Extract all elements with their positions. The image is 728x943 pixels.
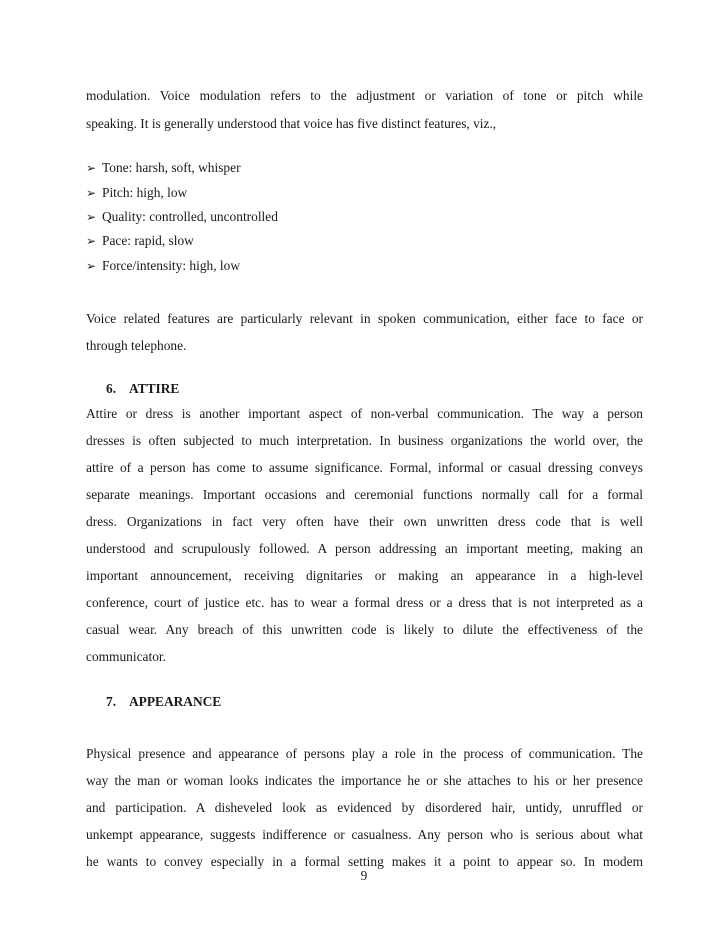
list-item-text: Pace: rapid, slow: [102, 233, 194, 248]
paragraph-line: he wants to convey especially in a formal setting makes it a point to appear so. In modem: [86, 854, 643, 869]
paragraph-line: speaking. It is generally understood that voice has five distinct features, viz.,: [86, 116, 497, 131]
paragraph-line: unkempt appearance, suggests indifference or casualness. Any person who is serious about what: [86, 827, 643, 842]
paragraph-line: conference, court of justice etc. has to wear a formal dress or a dress that is not interpreted as a: [86, 595, 643, 610]
paragraph-line: Physical presence and appearance of persons play a role in the process of communication. The: [86, 746, 643, 761]
paragraph-line: modulation. Voice modulation refers to the adjustment or variation of tone or pitch while: [86, 88, 643, 103]
arrowhead-bullet-icon: ➢: [86, 186, 97, 200]
arrowhead-bullet-icon: ➢: [86, 234, 97, 248]
list-item: [86, 258, 240, 274]
page-number: 9: [360, 868, 368, 883]
paragraph-line: way the man or woman looks indicates the importance he or she attaches to his or her presence: [86, 773, 643, 788]
list-item-text: Quality: controlled, uncontrolled: [102, 209, 278, 224]
list-item: [86, 160, 241, 176]
arrowhead-bullet-icon: ➢: [86, 161, 97, 175]
list-item: [86, 209, 278, 225]
paragraph-line: Voice related features are particularly relevant in spoken communication, either face to face or: [86, 311, 643, 326]
paragraph-line: Attire or dress is another important aspect of non-verbal communication. The way a person: [86, 406, 643, 421]
arrowhead-bullet-icon: ➢: [86, 259, 97, 273]
list-item: [86, 233, 194, 249]
paragraph-line: attire of a person has come to assume significance. Formal, informal or casual dressing conveys: [86, 460, 643, 475]
paragraph-line: and participation. A disheveled look as evidenced by disordered hair, untidy, unruffled or: [86, 800, 643, 815]
section-heading-appearance: [106, 694, 221, 710]
paragraph-line: important announcement, receiving dignitaries or making an appearance in a high-level: [86, 568, 643, 583]
section-number: 7.: [106, 694, 117, 709]
paragraph-line: dress. Organizations in fact very often have their own unwritten dress code that is well: [86, 514, 643, 529]
paragraph-line: casual wear. Any breach of this unwritten code is likely to dilute the effectiveness of the: [86, 622, 643, 637]
section-heading-attire: [106, 381, 179, 397]
section-title: ATTIRE: [129, 381, 180, 396]
list-item-text: Pitch: high, low: [102, 185, 188, 200]
list-item-text: Force/intensity: high, low: [102, 258, 240, 273]
arrowhead-bullet-icon: ➢: [86, 210, 97, 224]
paragraph-line: communicator.: [86, 649, 166, 664]
paragraph-line: dresses is often subjected to much interpretation. In business organizations the world over, the: [86, 433, 643, 448]
section-number: 6.: [106, 381, 117, 396]
list-item: [86, 185, 187, 201]
list-item-text: Tone: harsh, soft, whisper: [102, 160, 241, 175]
section-title: APPEARANCE: [129, 694, 222, 709]
paragraph-line: understood and scrupulously followed. A person addressing an important meeting, making an: [86, 541, 643, 556]
paragraph-line: through telephone.: [86, 338, 187, 353]
paragraph-line: separate meanings. Important occasions and ceremonial functions normally call for a formal: [86, 487, 643, 502]
